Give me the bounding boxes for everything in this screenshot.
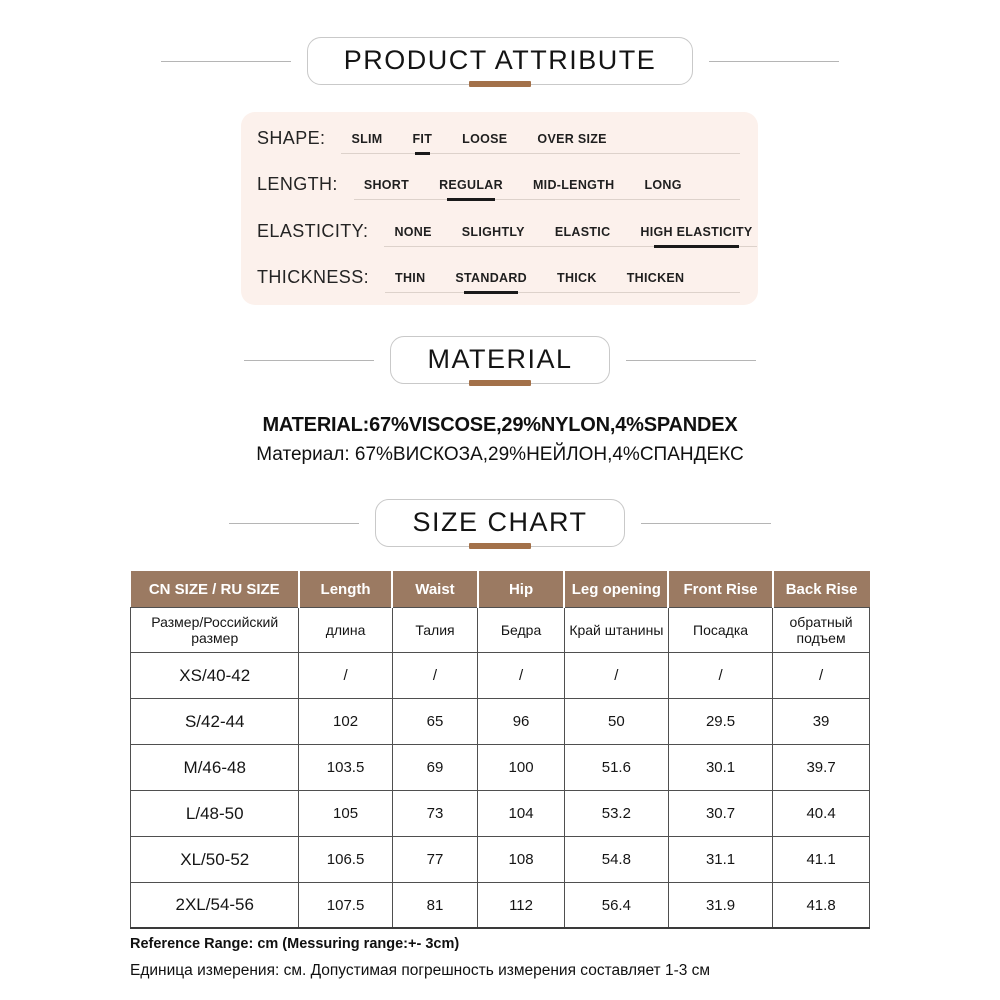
title-accent-bar bbox=[469, 380, 531, 386]
attribute-option-selected: REGULAR bbox=[439, 178, 503, 193]
section-header-size-chart bbox=[0, 499, 1000, 547]
attribute-options bbox=[384, 225, 756, 247]
attribute-options bbox=[385, 271, 740, 293]
attribute-row bbox=[257, 220, 753, 247]
size-chart-header-cell: Hip bbox=[478, 571, 564, 608]
attribute-option-selected: FIT bbox=[412, 132, 433, 146]
measurement-cell: 105 bbox=[299, 791, 392, 837]
attribute-option: SLIM bbox=[351, 132, 383, 146]
section-header-material bbox=[0, 336, 1000, 384]
size-chart-subheader-cell: обратный подъем bbox=[773, 608, 870, 653]
size-chart-subheader-cell: Талия bbox=[392, 608, 478, 653]
measurement-cell: 39.7 bbox=[773, 745, 870, 791]
measurement-cell: 40.4 bbox=[773, 791, 870, 837]
material-composition-en: MATERIAL:67%VISCOSE,29%NYLON,4%SPANDEX bbox=[262, 414, 738, 436]
divider-line-left bbox=[244, 360, 374, 361]
measurement-cell: 100 bbox=[478, 745, 564, 791]
measurement-cell: / bbox=[299, 653, 392, 699]
size-label-cell: L/48-50 bbox=[131, 791, 299, 837]
measurement-cell: / bbox=[564, 653, 668, 699]
attribute-option: MID-LENGTH bbox=[532, 178, 615, 193]
table-row bbox=[131, 791, 870, 837]
measurement-cell: 69 bbox=[392, 745, 478, 791]
attribute-label: ELASTICITY: bbox=[257, 220, 369, 241]
title-accent-bar bbox=[469, 543, 531, 549]
material-title: MATERIAL bbox=[427, 344, 573, 374]
size-label-cell: M/46-48 bbox=[131, 745, 299, 791]
reference-range-note-en: Reference Range: cm (Messuring range:+- 3cm) bbox=[130, 936, 460, 952]
measurement-cell: 81 bbox=[392, 883, 478, 929]
attribute-label: SHAPE: bbox=[257, 128, 326, 148]
attribute-option: LOOSE bbox=[462, 132, 508, 146]
measurement-cell: 50 bbox=[564, 699, 668, 745]
divider-line-right bbox=[641, 523, 771, 524]
attribute-option-selected: HIGH ELASTICITY bbox=[640, 224, 753, 239]
size-label-cell: XL/50-52 bbox=[131, 837, 299, 883]
size-chart-header-cell: Front Rise bbox=[668, 571, 772, 608]
size-chart-title: SIZE CHART bbox=[412, 507, 588, 537]
size-chart-header-cell: Leg opening bbox=[564, 571, 668, 608]
measurement-cell: 53.2 bbox=[564, 791, 668, 837]
measurement-cell: 108 bbox=[478, 837, 564, 883]
attribute-option-selected: STANDARD bbox=[455, 270, 528, 285]
measurement-cell: 54.8 bbox=[564, 837, 668, 883]
measurement-cell: 51.6 bbox=[564, 745, 668, 791]
attribute-row bbox=[257, 267, 740, 293]
attribute-option: ELASTIC bbox=[554, 224, 611, 239]
title-accent-bar bbox=[469, 81, 531, 87]
measurement-cell: / bbox=[392, 653, 478, 699]
size-chart-header-cell: Back Rise bbox=[773, 571, 870, 608]
table-row bbox=[131, 745, 870, 791]
size-chart-header-cell: CN SIZE / RU SIZE bbox=[131, 571, 299, 608]
measurement-cell: 29.5 bbox=[668, 699, 772, 745]
reference-range-note-ru: Единица измерения: см. Допустимая погрешность измерения составляет 1-3 см bbox=[130, 962, 711, 979]
attribute-row bbox=[257, 128, 740, 154]
measurement-cell: / bbox=[773, 653, 870, 699]
measurement-cell: 102 bbox=[299, 699, 392, 745]
measurement-cell: 30.1 bbox=[668, 745, 772, 791]
measurement-cell: 41.1 bbox=[773, 837, 870, 883]
attribute-panel bbox=[241, 112, 758, 305]
table-row bbox=[131, 699, 870, 745]
measurement-cell: 56.4 bbox=[564, 883, 668, 929]
table-row bbox=[131, 653, 870, 699]
measurement-cell: 31.9 bbox=[668, 883, 772, 929]
measurement-cell: 73 bbox=[392, 791, 478, 837]
attribute-option: THICK bbox=[557, 270, 597, 285]
attribute-option: THIN bbox=[395, 270, 426, 285]
table-row bbox=[131, 883, 870, 929]
divider-line-left bbox=[229, 523, 359, 524]
material-title-box bbox=[390, 336, 609, 384]
measurement-cell: 106.5 bbox=[299, 837, 392, 883]
measurement-cell: 112 bbox=[478, 883, 564, 929]
attribute-label: LENGTH: bbox=[257, 174, 338, 195]
attribute-option: LONG bbox=[644, 178, 682, 193]
size-label-cell: 2XL/54-56 bbox=[131, 883, 299, 929]
size-chart-subheader-cell: Край штанины bbox=[564, 608, 668, 653]
material-composition-ru: Материал: 67%ВИСКОЗА,29%НЕЙЛОН,4%СПАНДЕКС bbox=[256, 444, 744, 465]
measurement-cell: 31.1 bbox=[668, 837, 772, 883]
measurement-cell: 104 bbox=[478, 791, 564, 837]
measurement-cell: 41.8 bbox=[773, 883, 870, 929]
size-chart-header-cell: Length bbox=[299, 571, 392, 608]
size-chart-subheader-row bbox=[131, 608, 870, 653]
size-chart-header-row bbox=[131, 571, 870, 608]
attribute-option: SLIGHTLY bbox=[461, 224, 525, 239]
size-chart-subheader-cell: Бедра bbox=[478, 608, 564, 653]
size-chart-title-box bbox=[375, 499, 624, 547]
measurement-cell: 65 bbox=[392, 699, 478, 745]
attribute-option: OVER SIZE bbox=[537, 132, 607, 146]
size-label-cell: XS/40-42 bbox=[131, 653, 299, 699]
attribute-row bbox=[257, 174, 740, 200]
measurement-cell: 39 bbox=[773, 699, 870, 745]
product-attribute-title: PRODUCT ATTRIBUTE bbox=[343, 45, 657, 75]
product-attribute-title-box bbox=[307, 37, 694, 85]
measurement-cell: / bbox=[668, 653, 772, 699]
measurement-cell: / bbox=[478, 653, 564, 699]
size-label-cell: S/42-44 bbox=[131, 699, 299, 745]
attribute-option: SHORT bbox=[363, 178, 410, 193]
attribute-option: NONE bbox=[394, 224, 432, 239]
measurement-cell: 103.5 bbox=[299, 745, 392, 791]
attribute-option: THICKEN bbox=[626, 270, 685, 285]
attribute-options bbox=[341, 132, 740, 154]
size-chart-header-cell: Waist bbox=[392, 571, 478, 608]
measurement-cell: 96 bbox=[478, 699, 564, 745]
divider-line-right bbox=[709, 61, 839, 62]
size-chart-subheader-cell: длина bbox=[299, 608, 392, 653]
measurement-cell: 30.7 bbox=[668, 791, 772, 837]
attribute-label: THICKNESS: bbox=[257, 266, 370, 287]
size-chart-subheader-cell: Размер/Российский размер bbox=[131, 608, 299, 653]
size-chart-table bbox=[130, 571, 870, 929]
divider-line-left bbox=[161, 61, 291, 62]
size-chart-subheader-cell: Посадка bbox=[668, 608, 772, 653]
table-row bbox=[131, 837, 870, 883]
attribute-options bbox=[354, 178, 740, 200]
section-header-product-attribute bbox=[0, 37, 1000, 85]
measurement-cell: 77 bbox=[392, 837, 478, 883]
measurement-cell: 107.5 bbox=[299, 883, 392, 929]
divider-line-right bbox=[626, 360, 756, 361]
